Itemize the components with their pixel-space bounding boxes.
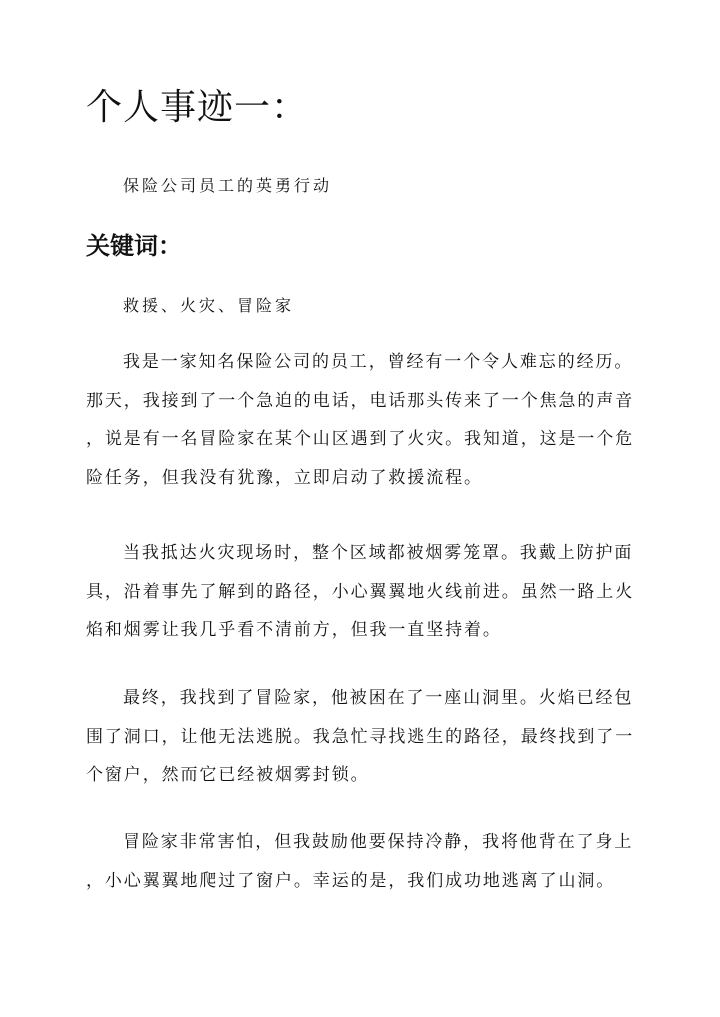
paragraph-line: 围了洞口，让他无法逃脱。我急忙寻找逃生的路径，最终找到了一: [86, 726, 634, 747]
paragraph-line: 那天，我接到了一个急迫的电话，电话那头传来了一个焦急的声音: [86, 390, 634, 411]
paragraph-line: 险任务，但我没有犹豫，立即启动了救援流程。: [86, 467, 483, 488]
paragraph-line: 当我抵达火灾现场时，整个区域都被烟雾笼罩。我戴上防护面: [123, 543, 634, 563]
paragraph-line: ，说是有一名冒险家在某个山区遇到了火灾。我知道，这是一个危: [86, 429, 634, 449]
paragraph-1: [86, 343, 634, 497]
paragraph-line: 焰和烟雾让我几乎看不清前方，但我一直坚持着。: [86, 620, 502, 640]
paragraph-4: [86, 823, 634, 900]
document-subtitle: 保险公司员工的英勇行动: [123, 176, 333, 195]
paragraph-line: ，小心翼翼地爬过了窗户。幸运的是，我们成功地逃离了山洞。: [86, 870, 616, 891]
paragraph-line: 我是一家知名保险公司的员工，曾经有一个令人难忘的经历。: [123, 352, 634, 372]
keywords-list: 救援、火灾、冒险家: [123, 296, 295, 315]
paragraph-line: 个窗户，然而它已经被烟雾封锁。: [86, 765, 370, 785]
keywords-heading: 关键词：: [86, 231, 182, 260]
page-title: 个人事迹一：: [86, 87, 309, 128]
paragraph-3: [86, 679, 634, 795]
paragraph-line: 冒险家非常害怕，但我鼓励他要保持冷静，我将他背在了身上: [123, 832, 634, 852]
paragraph-2: [86, 534, 634, 650]
paragraph-line: 最终，我找到了冒险家，他被困在了一座山洞里。火焰已经包: [123, 688, 634, 708]
paragraph-line: 具，沿着事先了解到的路径，小心翼翼地火线前进。虽然一路上火: [86, 581, 634, 602]
